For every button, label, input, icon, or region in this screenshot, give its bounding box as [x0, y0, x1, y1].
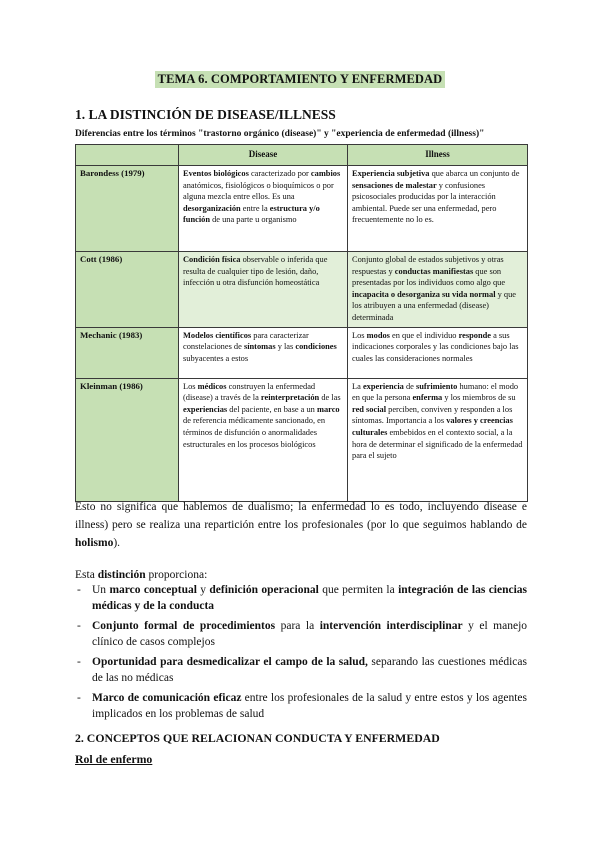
- bold-text: experiencias: [183, 404, 228, 414]
- text-segment: de referencia médicamente sancionado, en términos de disfunción o anormalidades estructurales en los procesos biológicos: [183, 416, 326, 449]
- table-header-illness: Illness: [348, 145, 528, 166]
- list-item: [75, 618, 527, 652]
- title-wrapper: [0, 70, 600, 88]
- bold-text: desorganización: [183, 203, 241, 213]
- bold-text: valores y creencias culturales: [352, 416, 513, 437]
- comparison-table: [75, 144, 528, 502]
- bold-text: Modelos científicos: [183, 330, 252, 340]
- text-segment: y las: [275, 342, 296, 352]
- text-segment: de: [403, 381, 416, 391]
- bold-text: estructura y/o función: [183, 203, 320, 225]
- dash-bullet: -: [77, 620, 81, 632]
- list-item: [75, 582, 527, 616]
- bold-text: intervención interdisciplinar: [319, 620, 463, 632]
- text-segment: que abarca un conjunto de: [429, 169, 520, 178]
- text-segment: del paciente, en base a un: [227, 404, 317, 414]
- table-header-empty: [76, 145, 179, 166]
- text-segment: Conjunto global de estados subjetivos y otras respuestas y: [352, 255, 504, 276]
- table-header-disease: Disease: [179, 145, 348, 166]
- text-segment: que permiten la: [318, 584, 399, 596]
- text-segment: entre los profesionales de la salud y entre estos y los agentes implicados en los problemas de salud: [92, 692, 527, 720]
- author-cell: Barondess (1979): [76, 166, 179, 252]
- text-segment: construyen la enfermedad (disease) a través de la: [183, 381, 316, 403]
- text-segment: subyacentes a estos: [183, 353, 249, 363]
- bold-text: integración de las ciencias médicas y de la conducta: [92, 584, 528, 612]
- table-row: [76, 166, 528, 252]
- dash-bullet: -: [77, 584, 81, 596]
- text-segment: Esta: [75, 569, 98, 581]
- text-segment: ).: [113, 537, 121, 549]
- text-segment: para la: [275, 620, 320, 632]
- document-title: TEMA 6. COMPORTAMIENTO Y ENFERMEDAD: [155, 71, 446, 88]
- list-item: [75, 654, 527, 688]
- bold-text: sufrimiento: [415, 381, 458, 391]
- text-segment: de una parte u organismo: [210, 215, 297, 225]
- bold-text: red social: [352, 404, 387, 414]
- text-segment: de las: [319, 393, 341, 403]
- text-segment: proporciona:: [145, 569, 208, 581]
- bullet-list: [75, 582, 527, 724]
- text-segment: observable o inferida que resulta de cualquier tipo de lesión, daño, infección u otra disfunción homeostática: [183, 255, 328, 288]
- section2-heading: 2. CONCEPTOS QUE RELACIONAN CONDUCTA Y ENFERMEDAD: [75, 731, 440, 745]
- bold-text: experiencia: [362, 381, 404, 391]
- text-segment: caracterizado por: [248, 169, 311, 178]
- dash-bullet: -: [77, 656, 81, 668]
- disease-cell: [179, 252, 348, 328]
- bold-text: reinterpretación: [260, 393, 320, 403]
- text-segment: Los: [183, 381, 198, 391]
- text-segment: humano: el modo en que la persona: [352, 381, 519, 403]
- bold-text: síntomas: [243, 342, 276, 352]
- bold-text: holismo: [75, 537, 114, 549]
- text-segment: entre la: [240, 203, 270, 213]
- table-header-row: [76, 145, 528, 166]
- bold-text: Oportunidad para desmedicalizar el campo de la salud,: [92, 656, 368, 668]
- paragraph-holismo: [75, 498, 527, 552]
- illness-cell: [348, 327, 528, 378]
- text-segment: anatómicos, fisiológicos o bioquímicos o por alguna mezcla entre ellos. Es una: [183, 180, 334, 202]
- list-item-text: [92, 656, 527, 684]
- text-segment: para caracterizar constelaciones de: [183, 330, 309, 352]
- table-row: [76, 252, 528, 328]
- dash-bullet: -: [77, 692, 81, 704]
- bold-text: definición operacional: [209, 584, 319, 596]
- bold-text: sensaciones de malestar: [352, 180, 437, 190]
- section2-subheading: Rol de enfermo: [75, 752, 153, 766]
- bold-text: Experiencia subjetiva: [352, 169, 430, 178]
- text-segment: que son presentadas por los individuos como algo que: [352, 266, 506, 288]
- bold-text: Eventos biológicos: [183, 169, 249, 178]
- list-item: [75, 690, 527, 722]
- bold-text: distinción: [97, 569, 146, 581]
- bold-text: marco: [316, 404, 340, 414]
- text-segment: y confusiones psicosociales producidas por la interacción ambiental. Puede ser una enfermedad, pero frecuentemente no lo es.: [352, 180, 497, 225]
- bold-text: enferma: [412, 393, 443, 403]
- text-segment: y los miembros de su: [442, 393, 516, 403]
- bold-text: responde: [458, 330, 491, 340]
- text-segment: Esto no significa que hablemos de dualismo; la enfermedad lo es todo, incluyendo disease e illness) pero se realiza una repartición entre los profesionales (por lo que seguimos hablando de: [75, 501, 527, 531]
- list-item-text: [92, 584, 527, 612]
- text-segment: en que el individuo: [389, 330, 459, 340]
- list-item-text: [92, 620, 527, 648]
- disease-cell: [179, 378, 348, 501]
- bold-text: médicos: [197, 381, 227, 391]
- bold-text: condiciones: [295, 342, 337, 352]
- bold-text: cambios: [310, 169, 341, 178]
- author-cell: Kleinman (1986): [76, 378, 179, 501]
- section1-heading: 1. LA DISTINCIÓN DE DISEASE/ILLNESS: [75, 107, 336, 122]
- text-segment: embebidos en el contexto social, a la hora de determinar el significado de la enfermedad para el sujeto: [352, 427, 523, 461]
- list-item-text: [92, 692, 527, 720]
- table-row: [76, 378, 528, 501]
- text-segment: y que los atribuyen a una enfermedad (disease) determinada: [352, 289, 517, 322]
- table-caption: Diferencias entre los términos "trastorno orgánico (disease)" y "experiencia de enfermedad (illness)": [75, 129, 485, 139]
- text-segment: La: [352, 381, 363, 391]
- bold-text: marco conceptual: [109, 584, 197, 596]
- author-cell: Mechanic (1983): [76, 327, 179, 378]
- bold-text: incapacita o desorganiza su vida normal: [352, 289, 496, 299]
- disease-cell: [179, 166, 348, 252]
- text-segment: y: [196, 584, 210, 596]
- table-row: [76, 327, 528, 378]
- bold-text: modos: [366, 330, 390, 340]
- text-segment: y el manejo clínico de casos complejos: [92, 620, 528, 648]
- text-segment: a sus indicaciones corporales y las condiciones bajo las cuales las consideraciones normales: [352, 330, 519, 363]
- text-segment: Los: [352, 330, 367, 340]
- bold-text: conductas manifiestas: [394, 266, 474, 276]
- illness-cell: [348, 252, 528, 328]
- disease-cell: [179, 327, 348, 378]
- text-segment: perciben, conviven y responden a los síntomas. Importancia a los: [352, 404, 513, 426]
- bold-text: Marco de comunicación eficaz: [92, 692, 242, 704]
- illness-cell: [348, 378, 528, 501]
- author-cell: Cott (1986): [76, 252, 179, 328]
- bold-text: Condición física: [183, 255, 241, 264]
- bold-text: Conjunto formal de procedimientos: [92, 620, 276, 632]
- text-segment: Un: [92, 584, 110, 596]
- text-segment: separando las cuestiones médicas de las no médicas: [92, 656, 527, 684]
- illness-cell: [348, 166, 528, 252]
